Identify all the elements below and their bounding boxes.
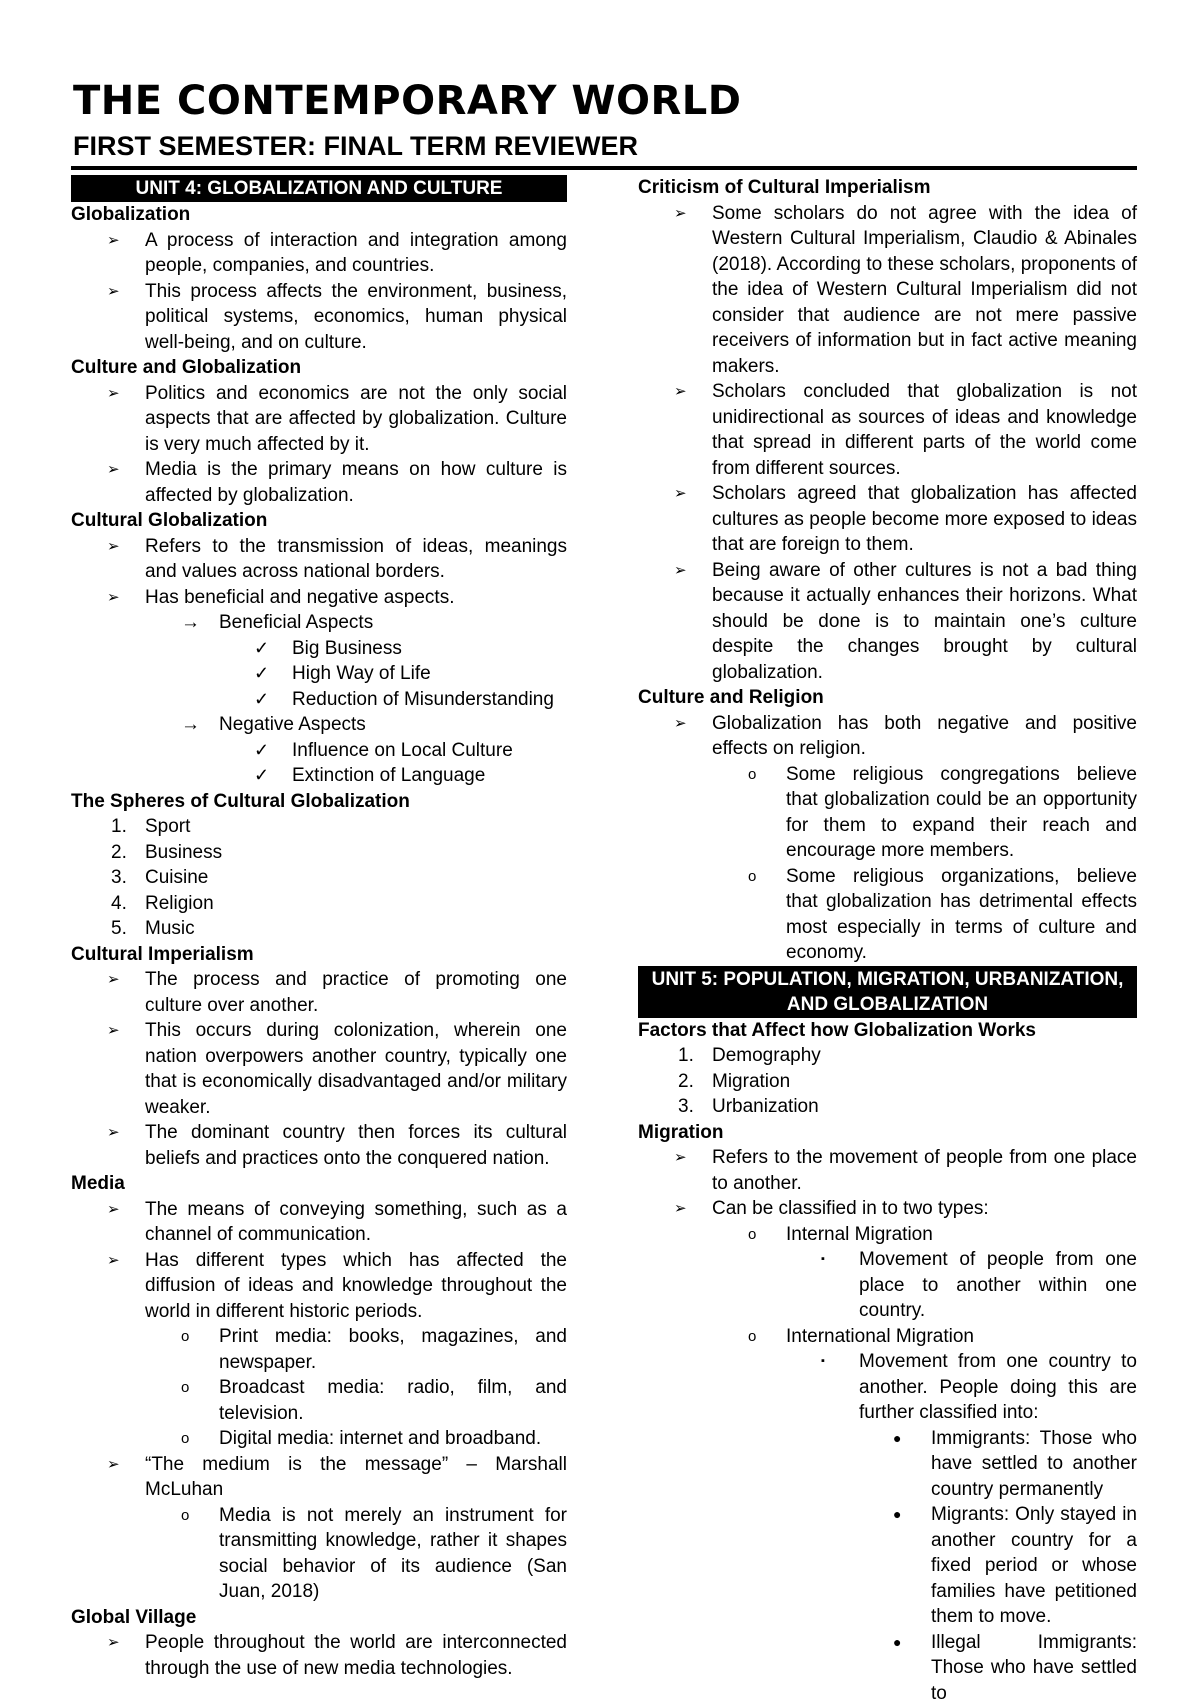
list-item: ▪ Movement from one country to another. People doing this are further classified into:: [638, 1349, 1137, 1426]
list-item: ● Illegal Immigrants: Those who have settled to: [638, 1630, 1137, 1706]
unit-5-banner: UNIT 5: POPULATION, MIGRATION, URBANIZATION, AND GLOBALIZATION: [638, 966, 1137, 1018]
list-item: ➢ “The medium is the message” – Marshall McLuhan: [71, 1452, 567, 1503]
circle-bullet-icon: o: [638, 864, 786, 890]
arrowhead-bullet-icon: ➢: [638, 201, 712, 227]
list-item: ➢ The process and practice of promoting one culture over another.: [71, 967, 567, 1018]
circle-bullet-icon: o: [71, 1375, 219, 1401]
list-item: ➢ This process affects the environment, business, political systems, economics, human physical well-being, and on culture.: [71, 279, 567, 356]
section-heading: Cultural Imperialism: [71, 942, 567, 968]
header-rule: [71, 166, 1137, 170]
list-item: o Broadcast media: radio, film, and television.: [71, 1375, 567, 1426]
arrow-bullet-icon: →: [71, 712, 219, 738]
list-item: ➢ Politics and economics are not the only social aspects that are affected by globalization. Culture is very much affected by it.: [71, 381, 567, 458]
list-item: ✓ Influence on Local Culture: [71, 738, 567, 764]
list-item: ➢ Has beneficial and negative aspects.: [71, 585, 567, 611]
arrowhead-bullet-icon: ➢: [71, 1018, 145, 1044]
list-item: ▪ Movement of people from one place to another within one country.: [638, 1247, 1137, 1324]
circle-bullet-icon: o: [71, 1503, 219, 1529]
arrowhead-bullet-icon: ➢: [638, 379, 712, 405]
list-item: 3. Cuisine: [71, 865, 567, 891]
list-item: 1. Sport: [71, 814, 567, 840]
dot-bullet-icon: ●: [638, 1426, 931, 1452]
list-item: 5. Music: [71, 916, 567, 942]
arrowhead-bullet-icon: ➢: [71, 1248, 145, 1274]
section-heading: Culture and Globalization: [71, 355, 567, 381]
list-item: ➢ Has different types which has affected the diffusion of ideas and knowledge throughout the world in different historic periods.: [71, 1248, 567, 1325]
list-item: o Digital media: internet and broadband.: [71, 1426, 567, 1452]
circle-bullet-icon: o: [638, 1222, 786, 1248]
arrowhead-bullet-icon: ➢: [638, 481, 712, 507]
section-heading: Migration: [638, 1120, 1137, 1146]
list-item: ➢ The dominant country then forces its cultural beliefs and practices onto the conquered nation.: [71, 1120, 567, 1171]
list-item: ➢ Refers to the movement of people from one place to another.: [638, 1145, 1137, 1196]
list-item: ✓ Extinction of Language: [71, 763, 567, 789]
document-title: THE CONTEMPORARY WORLD: [73, 78, 741, 124]
document-subtitle: FIRST SEMESTER: FINAL TERM REVIEWER: [73, 130, 638, 162]
dot-bullet-icon: ●: [638, 1502, 931, 1528]
arrowhead-bullet-icon: ➢: [71, 585, 145, 611]
section-heading: Global Village: [71, 1605, 567, 1631]
section-heading: Culture and Religion: [638, 685, 1137, 711]
list-item: ➢ Refers to the transmission of ideas, meanings and values across national borders.: [71, 534, 567, 585]
arrowhead-bullet-icon: ➢: [71, 381, 145, 407]
arrowhead-bullet-icon: ➢: [71, 967, 145, 993]
arrowhead-bullet-icon: ➢: [71, 457, 145, 483]
arrowhead-bullet-icon: ➢: [71, 1452, 145, 1478]
list-item: o Some religious congregations believe that globalization could be an opportunity for them to expand their reach and encourage more members.: [638, 762, 1137, 864]
list-item: 2. Migration: [638, 1069, 1137, 1095]
section-heading: The Spheres of Cultural Globalization: [71, 789, 567, 815]
list-item: ➢ Scholars concluded that globalization is not unidirectional as sources of ideas and knowledge that spread in different parts of the world come from different sources.: [638, 379, 1137, 481]
list-item: 2. Business: [71, 840, 567, 866]
list-item: ➢ Globalization has both negative and positive effects on religion.: [638, 711, 1137, 762]
list-item: ➢ Being aware of other cultures is not a bad thing because it actually enhances their horizons. What should be done is to maintain one’s culture despite the changes brought by cultural globalization.: [638, 558, 1137, 686]
check-bullet-icon: ✓: [71, 738, 292, 764]
square-bullet-icon: ▪: [638, 1247, 859, 1273]
list-item: ➢ Media is the primary means on how culture is affected by globalization.: [71, 457, 567, 508]
check-bullet-icon: ✓: [71, 661, 292, 687]
arrowhead-bullet-icon: ➢: [638, 558, 712, 584]
circle-bullet-icon: o: [71, 1426, 219, 1452]
arrowhead-bullet-icon: ➢: [71, 279, 145, 305]
section-heading: Globalization: [71, 202, 567, 228]
arrowhead-bullet-icon: ➢: [638, 711, 712, 737]
check-bullet-icon: ✓: [71, 636, 292, 662]
circle-bullet-icon: o: [638, 762, 786, 788]
list-item: ➢ Can be classified in to two types:: [638, 1196, 1137, 1222]
list-item: 4. Religion: [71, 891, 567, 917]
section-heading: Factors that Affect how Globalization Works: [638, 1018, 1137, 1044]
list-item: o Internal Migration: [638, 1222, 1137, 1248]
list-item: ➢ The means of conveying something, such as a channel of communication.: [71, 1197, 567, 1248]
list-item: → Negative Aspects: [71, 712, 567, 738]
arrowhead-bullet-icon: ➢: [71, 1120, 145, 1146]
list-item: o International Migration: [638, 1324, 1137, 1350]
list-item: ➢ Some scholars do not agree with the idea of Western Cultural Imperialism, Claudio & Abinales (2018). According to these scholars, proponents of the idea of Western Cultural Imperialism did not consider that audience are not mere passive receivers of information but in fact active meaning makers.: [638, 201, 1137, 380]
section-heading: Criticism of Cultural Imperialism: [638, 175, 1137, 201]
list-item: ➢ A process of interaction and integration among people, companies, and countries.: [71, 228, 567, 279]
list-item: ➢ People throughout the world are interconnected through the use of new media technologies.: [71, 1630, 567, 1681]
circle-bullet-icon: o: [71, 1324, 219, 1350]
check-bullet-icon: ✓: [71, 763, 292, 789]
list-item: o Some religious organizations, believe that globalization has detrimental effects most especially in terms of culture and economy.: [638, 864, 1137, 966]
arrowhead-bullet-icon: ➢: [71, 1197, 145, 1223]
list-item: → Beneficial Aspects: [71, 610, 567, 636]
list-item: 3. Urbanization: [638, 1094, 1137, 1120]
list-item: 1. Demography: [638, 1043, 1137, 1069]
list-item: ➢ Scholars agreed that globalization has affected cultures as people become more exposed to ideas that are foreign to them.: [638, 481, 1137, 558]
list-item: ● Immigrants: Those who have settled to another country permanently: [638, 1426, 1137, 1503]
arrowhead-bullet-icon: ➢: [638, 1196, 712, 1222]
arrowhead-bullet-icon: ➢: [71, 1630, 145, 1656]
list-item: ✓ Reduction of Misunderstanding: [71, 687, 567, 713]
dot-bullet-icon: ●: [638, 1630, 931, 1656]
check-bullet-icon: ✓: [71, 687, 292, 713]
list-item: ✓ Big Business: [71, 636, 567, 662]
circle-bullet-icon: o: [638, 1324, 786, 1350]
unit-4-banner: UNIT 4: GLOBALIZATION AND CULTURE: [71, 175, 567, 202]
list-item: ● Migrants: Only stayed in another country for a fixed period or whose families have petitioned them to move.: [638, 1502, 1137, 1630]
left-column: [71, 175, 567, 1681]
arrowhead-bullet-icon: ➢: [71, 534, 145, 560]
list-item: o Print media: books, magazines, and newspaper.: [71, 1324, 567, 1375]
square-bullet-icon: ▪: [638, 1349, 859, 1375]
arrow-bullet-icon: →: [71, 610, 219, 636]
section-heading: Cultural Globalization: [71, 508, 567, 534]
arrowhead-bullet-icon: ➢: [71, 228, 145, 254]
list-item: ✓ High Way of Life: [71, 661, 567, 687]
right-column: [638, 175, 1137, 1706]
list-item: ➢ This occurs during colonization, wherein one nation overpowers another country, typically one that is economically disadvantaged and/or military weaker.: [71, 1018, 567, 1120]
arrowhead-bullet-icon: ➢: [638, 1145, 712, 1171]
section-heading: Media: [71, 1171, 567, 1197]
list-item: o Media is not merely an instrument for transmitting knowledge, rather it shapes social behavior of its audience (San Juan, 2018): [71, 1503, 567, 1605]
